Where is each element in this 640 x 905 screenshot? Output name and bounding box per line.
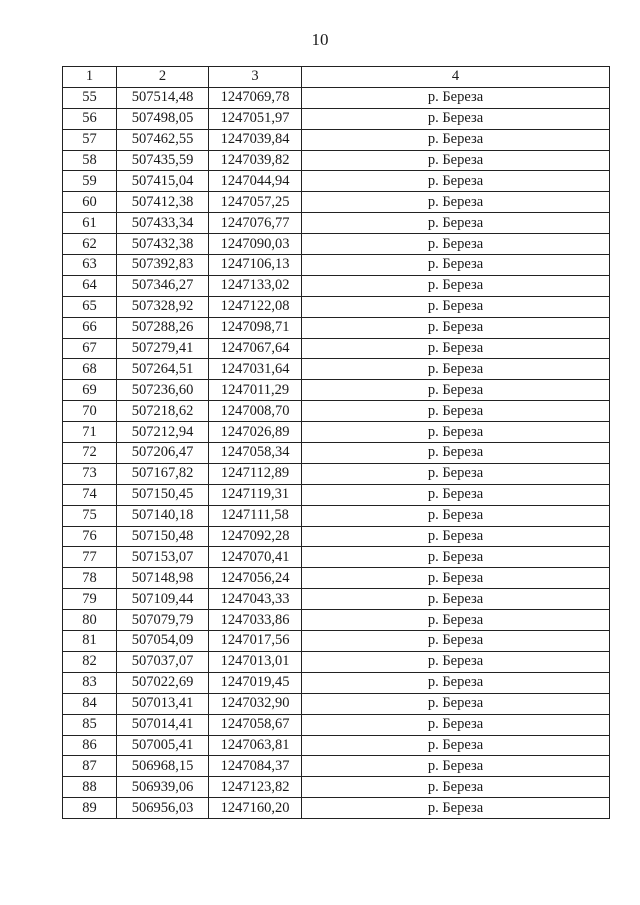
object-name-cell: р. Береза [302, 631, 610, 652]
y-coordinate-cell: 1247039,84 [209, 129, 302, 150]
point-number-cell: 77 [63, 547, 117, 568]
y-coordinate-cell: 1247119,31 [209, 484, 302, 505]
y-coordinate-cell: 1247033,86 [209, 610, 302, 631]
point-number-cell: 84 [63, 693, 117, 714]
object-name-cell: р. Береза [302, 777, 610, 798]
table-row [63, 380, 610, 401]
point-number-cell: 78 [63, 568, 117, 589]
object-name-cell: р. Береза [302, 610, 610, 631]
table-row [63, 317, 610, 338]
object-name-cell: р. Береза [302, 296, 610, 317]
table-row [63, 401, 610, 422]
x-coordinate-cell: 507022,69 [117, 672, 209, 693]
table-row [63, 422, 610, 443]
object-name-cell: р. Береза [302, 171, 610, 192]
table-row [63, 672, 610, 693]
x-coordinate-cell: 507462,55 [117, 129, 209, 150]
table-row [63, 651, 610, 672]
x-coordinate-cell: 507212,94 [117, 422, 209, 443]
table-row [63, 87, 610, 108]
y-coordinate-cell: 1247123,82 [209, 777, 302, 798]
object-name-cell: р. Береза [302, 87, 610, 108]
x-coordinate-cell: 507435,59 [117, 150, 209, 171]
point-number-cell: 64 [63, 275, 117, 296]
point-number-cell: 61 [63, 213, 117, 234]
point-number-cell: 75 [63, 505, 117, 526]
object-name-cell: р. Береза [302, 192, 610, 213]
y-coordinate-cell: 1247111,58 [209, 505, 302, 526]
table-row [63, 234, 610, 255]
x-coordinate-cell: 507279,41 [117, 338, 209, 359]
table-body [63, 87, 610, 818]
x-coordinate-cell: 507150,45 [117, 484, 209, 505]
x-coordinate-cell: 507264,51 [117, 359, 209, 380]
object-name-cell: р. Береза [302, 484, 610, 505]
point-number-cell: 86 [63, 735, 117, 756]
object-name-cell: р. Береза [302, 714, 610, 735]
object-name-cell: р. Береза [302, 526, 610, 547]
y-coordinate-cell: 1247063,81 [209, 735, 302, 756]
column-header-4: 4 [302, 67, 610, 88]
x-coordinate-cell: 507346,27 [117, 275, 209, 296]
point-number-cell: 73 [63, 463, 117, 484]
column-header-1: 1 [63, 67, 117, 88]
table-row [63, 589, 610, 610]
table-row [63, 296, 610, 317]
x-coordinate-cell: 506956,03 [117, 798, 209, 819]
point-number-cell: 68 [63, 359, 117, 380]
y-coordinate-cell: 1247112,89 [209, 463, 302, 484]
table-row [63, 192, 610, 213]
y-coordinate-cell: 1247084,37 [209, 756, 302, 777]
table-row [63, 443, 610, 464]
x-coordinate-cell: 507415,04 [117, 171, 209, 192]
y-coordinate-cell: 1247026,89 [209, 422, 302, 443]
table-row [63, 484, 610, 505]
y-coordinate-cell: 1247017,56 [209, 631, 302, 652]
table-row [63, 610, 610, 631]
y-coordinate-cell: 1247056,24 [209, 568, 302, 589]
x-coordinate-cell: 507392,83 [117, 255, 209, 276]
object-name-cell: р. Береза [302, 317, 610, 338]
x-coordinate-cell: 507054,09 [117, 631, 209, 652]
x-coordinate-cell: 507014,41 [117, 714, 209, 735]
y-coordinate-cell: 1247058,67 [209, 714, 302, 735]
point-number-cell: 57 [63, 129, 117, 150]
table-row [63, 463, 610, 484]
x-coordinate-cell: 507328,92 [117, 296, 209, 317]
x-coordinate-cell: 507206,47 [117, 443, 209, 464]
x-coordinate-cell: 507236,60 [117, 380, 209, 401]
table-row [63, 150, 610, 171]
x-coordinate-cell: 507140,18 [117, 505, 209, 526]
table-row [63, 735, 610, 756]
point-number-cell: 88 [63, 777, 117, 798]
column-header-2: 2 [117, 67, 209, 88]
object-name-cell: р. Береза [302, 108, 610, 129]
y-coordinate-cell: 1247019,45 [209, 672, 302, 693]
table-row [63, 714, 610, 735]
x-coordinate-cell: 507109,44 [117, 589, 209, 610]
object-name-cell: р. Береза [302, 568, 610, 589]
point-number-cell: 87 [63, 756, 117, 777]
object-name-cell: р. Береза [302, 463, 610, 484]
y-coordinate-cell: 1247051,97 [209, 108, 302, 129]
x-coordinate-cell: 507218,62 [117, 401, 209, 422]
object-name-cell: р. Береза [302, 443, 610, 464]
point-number-cell: 67 [63, 338, 117, 359]
point-number-cell: 69 [63, 380, 117, 401]
page-number: 10 [311, 30, 329, 49]
table-row [63, 547, 610, 568]
y-coordinate-cell: 1247070,41 [209, 547, 302, 568]
object-name-cell: р. Береза [302, 150, 610, 171]
point-number-cell: 71 [63, 422, 117, 443]
y-coordinate-cell: 1247098,71 [209, 317, 302, 338]
x-coordinate-cell: 507514,48 [117, 87, 209, 108]
table-row [63, 359, 610, 380]
y-coordinate-cell: 1247160,20 [209, 798, 302, 819]
y-coordinate-cell: 1247039,82 [209, 150, 302, 171]
x-coordinate-cell: 507288,26 [117, 317, 209, 338]
x-coordinate-cell: 507498,05 [117, 108, 209, 129]
table-row [63, 777, 610, 798]
x-coordinate-cell: 507079,79 [117, 610, 209, 631]
object-name-cell: р. Береза [302, 693, 610, 714]
point-number-cell: 76 [63, 526, 117, 547]
point-number-cell: 85 [63, 714, 117, 735]
object-name-cell: р. Береза [302, 213, 610, 234]
point-number-cell: 72 [63, 443, 117, 464]
point-number-cell: 59 [63, 171, 117, 192]
table-row [63, 275, 610, 296]
y-coordinate-cell: 1247011,29 [209, 380, 302, 401]
object-name-cell: р. Береза [302, 234, 610, 255]
x-coordinate-cell: 507433,34 [117, 213, 209, 234]
y-coordinate-cell: 1247076,77 [209, 213, 302, 234]
table-row [63, 568, 610, 589]
y-coordinate-cell: 1247031,64 [209, 359, 302, 380]
y-coordinate-cell: 1247106,13 [209, 255, 302, 276]
object-name-cell: р. Береза [302, 672, 610, 693]
object-name-cell: р. Береза [302, 422, 610, 443]
object-name-cell: р. Береза [302, 255, 610, 276]
point-number-cell: 81 [63, 631, 117, 652]
table-row [63, 631, 610, 652]
x-coordinate-cell: 507037,07 [117, 651, 209, 672]
point-number-cell: 56 [63, 108, 117, 129]
table-row [63, 505, 610, 526]
x-coordinate-cell: 506939,06 [117, 777, 209, 798]
point-number-cell: 60 [63, 192, 117, 213]
point-number-cell: 65 [63, 296, 117, 317]
x-coordinate-cell: 507150,48 [117, 526, 209, 547]
table-row [63, 255, 610, 276]
table-row [63, 693, 610, 714]
point-number-cell: 89 [63, 798, 117, 819]
object-name-cell: р. Береза [302, 589, 610, 610]
y-coordinate-cell: 1247092,28 [209, 526, 302, 547]
object-name-cell: р. Береза [302, 275, 610, 296]
y-coordinate-cell: 1247067,64 [209, 338, 302, 359]
y-coordinate-cell: 1247090,03 [209, 234, 302, 255]
object-name-cell: р. Береза [302, 338, 610, 359]
y-coordinate-cell: 1247013,01 [209, 651, 302, 672]
coordinates-table [62, 66, 610, 819]
column-header-3: 3 [209, 67, 302, 88]
point-number-cell: 79 [63, 589, 117, 610]
table-row [63, 108, 610, 129]
object-name-cell: р. Береза [302, 401, 610, 422]
y-coordinate-cell: 1247008,70 [209, 401, 302, 422]
point-number-cell: 58 [63, 150, 117, 171]
object-name-cell: р. Береза [302, 651, 610, 672]
x-coordinate-cell: 507013,41 [117, 693, 209, 714]
table-row [63, 129, 610, 150]
y-coordinate-cell: 1247069,78 [209, 87, 302, 108]
table-row [63, 526, 610, 547]
object-name-cell: р. Береза [302, 129, 610, 150]
point-number-cell: 70 [63, 401, 117, 422]
x-coordinate-cell: 507432,38 [117, 234, 209, 255]
y-coordinate-cell: 1247133,02 [209, 275, 302, 296]
x-coordinate-cell: 507167,82 [117, 463, 209, 484]
y-coordinate-cell: 1247122,08 [209, 296, 302, 317]
object-name-cell: р. Береза [302, 735, 610, 756]
x-coordinate-cell: 507153,07 [117, 547, 209, 568]
object-name-cell: р. Береза [302, 756, 610, 777]
x-coordinate-cell: 507148,98 [117, 568, 209, 589]
y-coordinate-cell: 1247044,94 [209, 171, 302, 192]
point-number-cell: 83 [63, 672, 117, 693]
object-name-cell: р. Береза [302, 505, 610, 526]
object-name-cell: р. Береза [302, 547, 610, 568]
point-number-cell: 74 [63, 484, 117, 505]
y-coordinate-cell: 1247058,34 [209, 443, 302, 464]
point-number-cell: 55 [63, 87, 117, 108]
table-header-row [63, 67, 610, 88]
object-name-cell: р. Береза [302, 380, 610, 401]
object-name-cell: р. Береза [302, 359, 610, 380]
point-number-cell: 80 [63, 610, 117, 631]
x-coordinate-cell: 507005,41 [117, 735, 209, 756]
x-coordinate-cell: 507412,38 [117, 192, 209, 213]
table-row [63, 171, 610, 192]
table-row [63, 756, 610, 777]
table-row [63, 213, 610, 234]
object-name-cell: р. Береза [302, 798, 610, 819]
point-number-cell: 82 [63, 651, 117, 672]
x-coordinate-cell: 506968,15 [117, 756, 209, 777]
point-number-cell: 63 [63, 255, 117, 276]
y-coordinate-cell: 1247032,90 [209, 693, 302, 714]
table-row [63, 798, 610, 819]
point-number-cell: 62 [63, 234, 117, 255]
point-number-cell: 66 [63, 317, 117, 338]
y-coordinate-cell: 1247057,25 [209, 192, 302, 213]
table-row [63, 338, 610, 359]
y-coordinate-cell: 1247043,33 [209, 589, 302, 610]
